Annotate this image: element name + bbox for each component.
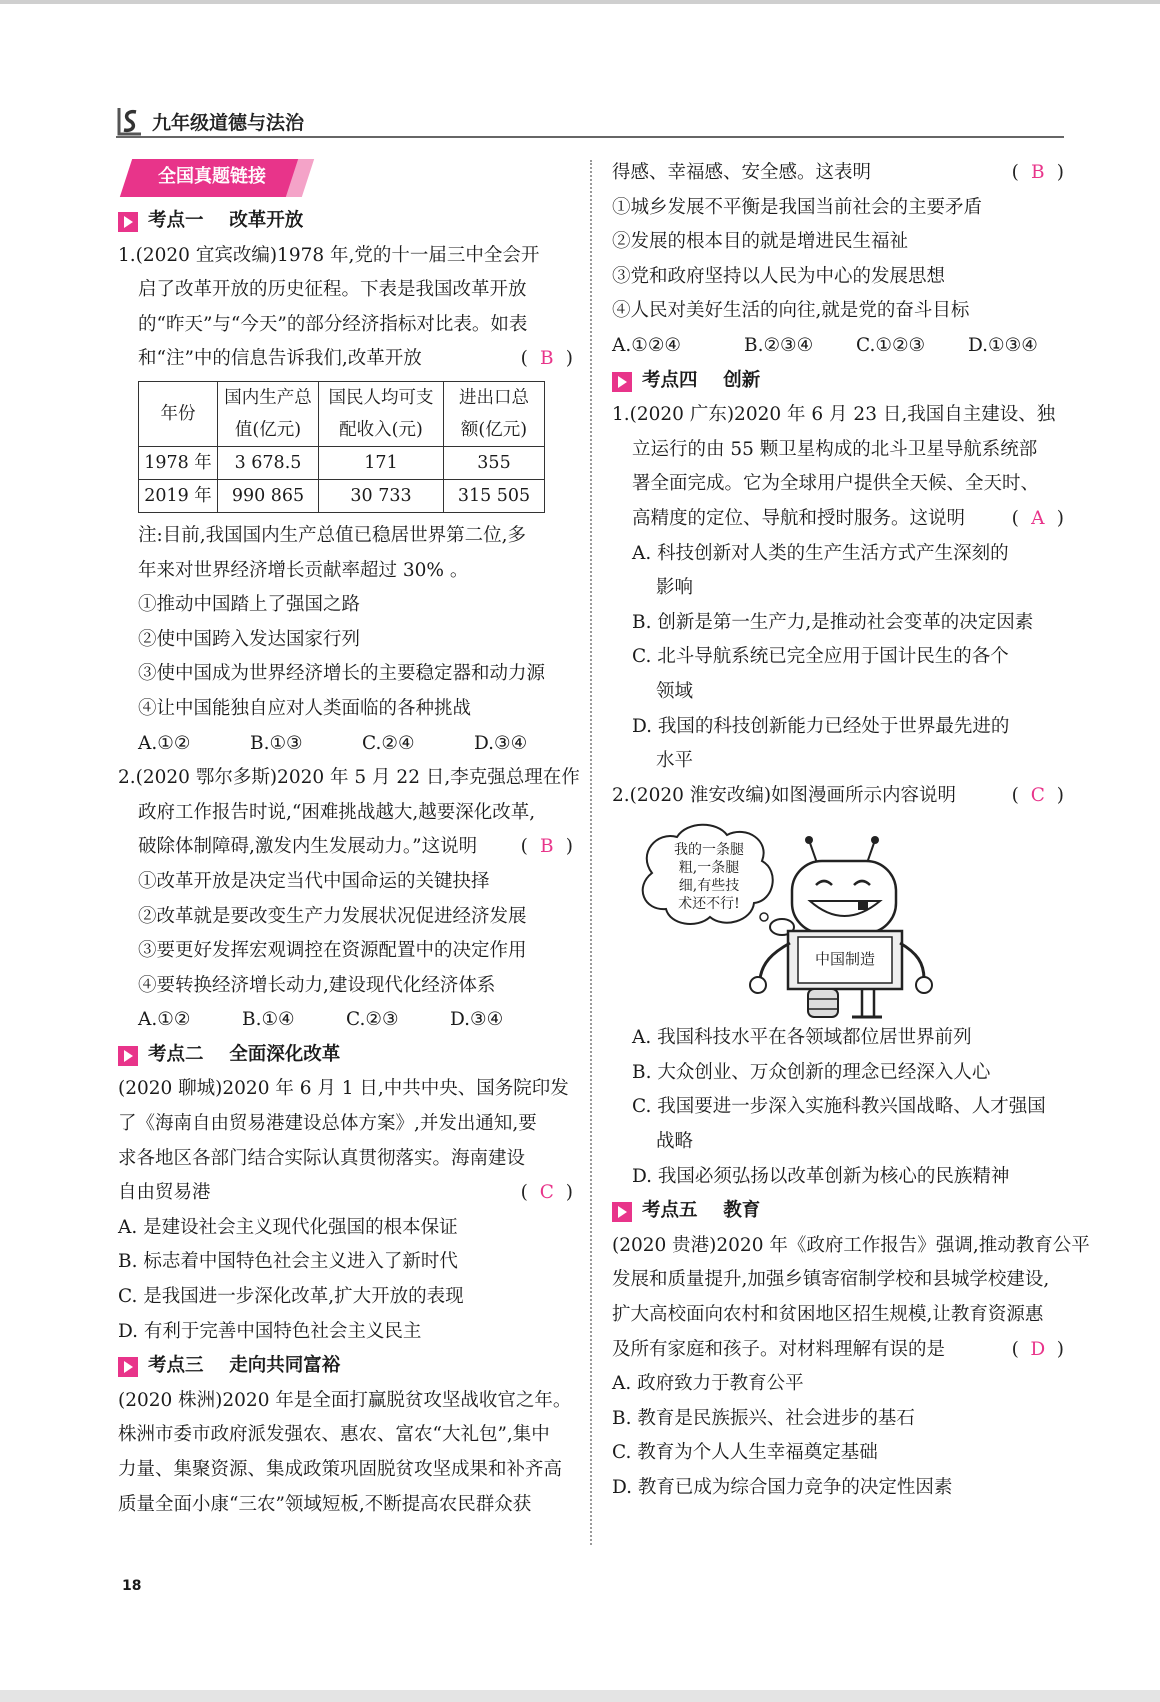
- q1-line: 启了改革开放的历史征程。下表是我国改革开放: [138, 279, 527, 301]
- option: C.①②③: [856, 334, 926, 356]
- option: A. 政府致力于教育公平: [612, 1373, 804, 1395]
- q2-item: ③要更好发挥宏观调控在资源配置中的决定作用: [138, 940, 527, 962]
- q3-answer: ( C ): [520, 1182, 573, 1204]
- q2-options: [118, 1003, 573, 1038]
- q6-line: 2.(2020 淮安改编)如图漫画所示内容说明 ( C ): [612, 779, 1064, 814]
- option: D.③④: [474, 732, 528, 754]
- q4-line: 株洲市委市政府派发强农、惠农、富农“大礼包”,集中: [118, 1424, 550, 1446]
- option: A. 科技创新对人类的生产生活方式产生深刻的: [632, 542, 1009, 564]
- table-header: 值(亿元): [218, 414, 319, 447]
- table-cell: 3 678.5: [218, 446, 319, 479]
- option: A. 我国科技水平在各领域都位居世界前列: [632, 1027, 972, 1049]
- option: B. 标志着中国特色社会主义进入了新时代: [118, 1251, 458, 1273]
- section-banner: [118, 156, 573, 200]
- q4-item: ③党和政府坚持以人民为中心的发展思想: [612, 265, 946, 287]
- option: B. 大众创业、万众创新的理念已经深入人心: [632, 1061, 991, 1083]
- option: A.①②: [138, 732, 191, 754]
- q1-item: ②使中国跨入发达国家行列: [138, 628, 361, 650]
- q2-item: ②改革就是要改变生产力发展状况促进经济发展: [138, 905, 527, 927]
- q2-item: ①改革开放是决定当代中国命运的关键抉择: [138, 870, 490, 892]
- q1-line: 和“注”中的信息告诉我们,改革开放 ( B ): [118, 342, 573, 377]
- q1-note: 年来对世界经济增长贡献率超过 30% 。: [138, 559, 469, 581]
- option: C. 教育为个人人生幸福奠定基础: [612, 1442, 878, 1464]
- q2-item: ④要转换经济增长动力,建设现代化经济体系: [138, 974, 496, 996]
- q7-answer: ( D ): [1011, 1338, 1064, 1360]
- page-header: [116, 104, 1064, 138]
- q4-item: ②发展的根本目的就是增进民生福祉: [612, 231, 909, 253]
- q1-answer: ( B ): [520, 348, 573, 370]
- table-row: [139, 446, 545, 479]
- robot-cartoon: [612, 813, 1064, 1021]
- q1-item: ①推动中国踏上了强国之路: [138, 594, 361, 616]
- q4-line: (2020 株洲)2020 年是全面打赢脱贫攻坚战收官之年。: [118, 1389, 572, 1411]
- kaodian-4-heading: 考点四 创新: [612, 364, 1064, 399]
- q1-item: ③使中国成为世界经济增长的主要稳定器和动力源: [138, 663, 546, 685]
- table-header: 国内生产总: [218, 381, 319, 414]
- question-1: [118, 239, 573, 762]
- option: C.②③: [346, 1009, 399, 1031]
- kaodian-5-heading: 考点五 教育: [612, 1194, 1064, 1229]
- question-5: [612, 398, 1064, 779]
- economic-indicator-table: [138, 381, 545, 513]
- q4-item: ①城乡发展不平衡是我国当前社会的主要矛盾: [612, 196, 983, 218]
- kaodian-3-heading: 考点三 走向共同富裕: [118, 1349, 573, 1384]
- play-triangle-icon: [612, 372, 632, 392]
- kaodian-2-heading: 考点二 全面深化改革: [118, 1038, 573, 1073]
- right-column: [612, 156, 1090, 1506]
- header-rule: [116, 136, 1064, 138]
- option: B.①③: [250, 732, 303, 754]
- table-header: 配收入(元): [319, 414, 444, 447]
- q1-item: ④让中国能独自应对人类面临的各种挑战: [138, 697, 472, 719]
- table-cell: 171: [319, 446, 444, 479]
- q4-options: [612, 329, 1064, 364]
- option: D. 教育已成为综合国力竞争的决定性因素: [612, 1477, 953, 1498]
- option: D.①③④: [968, 334, 1038, 356]
- table-row: [139, 479, 545, 512]
- option: 影响: [656, 577, 694, 599]
- play-triangle-icon: [118, 212, 138, 232]
- table-header: 年份: [139, 381, 218, 446]
- option: C. 北斗导航系统已完全应用于国计民生的各个: [632, 646, 1009, 668]
- option: A.①②: [138, 1009, 191, 1031]
- q4-line: 质量全面小康“三农”领域短板,不断提高农民群众获: [118, 1493, 532, 1515]
- table-header: 额(亿元): [444, 414, 545, 447]
- q6-answer: ( C ): [1011, 784, 1064, 806]
- question-6: [612, 779, 1064, 1195]
- table-cell: 990 865: [218, 479, 319, 512]
- table-header: 国民人均可支: [319, 381, 444, 414]
- table-cell: 1978 年: [139, 446, 218, 479]
- q5-answer: ( A ): [1011, 507, 1064, 529]
- top-edge: [0, 0, 1160, 4]
- q3-line: 求各地区各部门结合实际认真贯彻落实。海南建设: [118, 1147, 526, 1169]
- q3-line: 了《海南自由贸易港建设总体方案》,并发出通知,要: [118, 1113, 537, 1135]
- header-title: 九年级道德与法治: [152, 112, 305, 134]
- q2-line: 2.(2020 鄂尔多斯)2020 年 5 月 22 日,李克强总理在作: [118, 767, 580, 789]
- option: C.②④: [362, 732, 415, 754]
- question-2: [118, 761, 580, 1038]
- column-divider: [590, 160, 592, 1545]
- option: A.①②④: [612, 334, 681, 356]
- kaodian-1-heading: 考点一 改革开放: [118, 204, 573, 239]
- question-7: [612, 1229, 1090, 1506]
- q1-line: 的“昨天”与“今天”的部分经济指标对比表。如表: [138, 313, 528, 335]
- table-cell: 2019 年: [139, 479, 218, 512]
- option: B. 创新是第一生产力,是推动社会变革的决定因素: [632, 611, 1034, 633]
- q5-line: 署全面完成。它为全球用户提供全天候、全天时、: [632, 473, 1040, 495]
- page-number: 18: [122, 1578, 142, 1594]
- q2-answer: ( B ): [520, 836, 573, 858]
- option: D.③④: [450, 1009, 504, 1031]
- q7-line: 及所有家庭和孩子。对材料理解有误的是 ( D ): [612, 1333, 1064, 1368]
- option: D. 我国必须弘扬以改革创新为核心的民族精神: [632, 1165, 1010, 1187]
- option: D. 我国的科技创新能力已经处于世界最先进的: [632, 715, 1010, 737]
- option: 领域: [656, 680, 694, 702]
- q4-line: 力量、集聚资源、集成政策巩固脱贫攻坚成果和补齐高: [118, 1459, 563, 1480]
- q3-line: (2020 聊城)2020 年 6 月 1 日,中共中央、国务院印发: [118, 1078, 569, 1100]
- q2-line: 政府工作报告时说,“困难挑战越大,越要深化改革,: [138, 801, 536, 823]
- q5-line: 高精度的定位、导航和授时服务。这说明 ( A ): [612, 502, 1064, 537]
- q1-note: 注:目前,我国国内生产总值已稳居世界第二位,多: [138, 524, 526, 546]
- q4-continued: 得感、幸福感、安全感。这表明 ( B ): [612, 156, 1064, 191]
- table-cell: 355: [444, 446, 545, 479]
- q7-line: (2020 贵港)2020 年《政府工作报告》强调,推动教育公平: [612, 1234, 1090, 1256]
- q4-item: ④人民对美好生活的向往,就是党的奋斗目标: [612, 300, 970, 322]
- play-triangle-icon: [118, 1046, 138, 1066]
- option: D. 有利于完善中国特色社会主义民主: [118, 1320, 422, 1342]
- q2-line: 破除体制障碍,激发内生发展动力。”这说明 ( B ): [118, 830, 573, 865]
- q4-answer: ( B ): [1011, 162, 1064, 183]
- option: B.①④: [242, 1009, 295, 1031]
- table-cell: 30 733: [319, 479, 444, 512]
- option: A. 是建设社会主义现代化强国的根本保证: [118, 1216, 458, 1238]
- robot-label: 中国制造: [814, 950, 875, 969]
- option: B. 教育是民族振兴、社会进步的基石: [612, 1407, 915, 1429]
- q3-line: 自由贸易港 ( C ): [118, 1176, 573, 1211]
- option: 水平: [656, 750, 694, 772]
- option: C. 我国要进一步深入实施科教兴国战略、人才强国: [632, 1096, 1046, 1118]
- q1-options: [118, 727, 573, 762]
- option: 战略: [656, 1131, 694, 1153]
- left-column: [118, 156, 580, 1522]
- table-header: 进出口总: [444, 381, 545, 414]
- banner-title: 全国真题链接: [158, 166, 266, 187]
- play-triangle-icon: [612, 1202, 632, 1222]
- thought-bubble-text: 我的一条腿 粗,一条腿 细,有些技 术还不行!: [674, 842, 744, 913]
- bottom-edge: [0, 1690, 1160, 1702]
- q1-line: 1.(2020 宜宾改编)1978 年,党的十一届三中全会开: [118, 244, 540, 266]
- q7-line: 发展和质量提升,加强乡镇寄宿制学校和县城学校建设,: [612, 1269, 1050, 1291]
- q7-line: 扩大高校面向农村和贫困地区招生规模,让教育资源惠: [612, 1304, 1044, 1326]
- question-4: [118, 1384, 573, 1522]
- table-cell: 315 505: [444, 479, 545, 512]
- q5-line: 立运行的由 55 颗卫星构成的北斗卫星导航系统部: [632, 438, 1038, 460]
- play-triangle-icon: [118, 1357, 138, 1377]
- q5-line: 1.(2020 广东)2020 年 6 月 23 日,我国自主建设、独: [612, 404, 1056, 426]
- book-logo-icon: [116, 106, 144, 136]
- question-3: [118, 1072, 573, 1349]
- option: C. 是我国进一步深化改革,扩大开放的表现: [118, 1286, 464, 1308]
- option: B.②③④: [744, 334, 814, 356]
